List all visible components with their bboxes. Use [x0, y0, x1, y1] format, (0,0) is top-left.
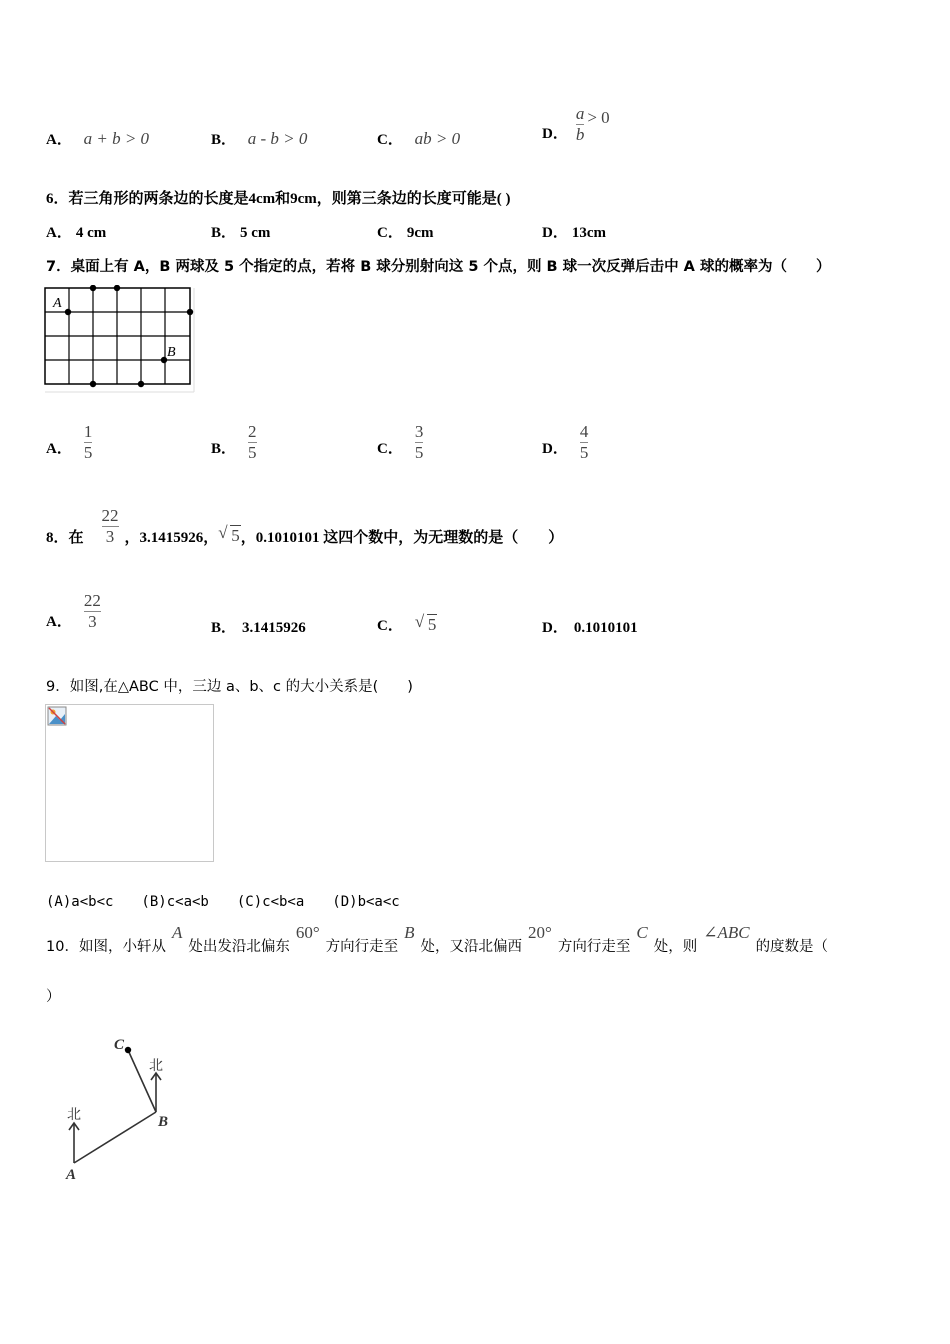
- q8-option-b: B． 3.1415926: [211, 620, 306, 636]
- label-b: B: [158, 1114, 169, 1130]
- target-point: [138, 381, 144, 387]
- q6-option-c: C． 9cm: [377, 225, 434, 241]
- target-point: [90, 381, 96, 387]
- ball-a: [65, 309, 71, 315]
- q5-option-c: C． ab > 0: [377, 129, 461, 148]
- q7-option-d: D． $\frac{4}{5}$: [542, 422, 589, 462]
- q10-stem-close: ）: [46, 989, 61, 1005]
- label-north-b: 北: [149, 1058, 163, 1074]
- point-c: [125, 1047, 131, 1053]
- q9-missing-image: [45, 704, 214, 862]
- label-b: B: [167, 345, 176, 360]
- label-c: C: [114, 1037, 125, 1053]
- target-point: [187, 309, 193, 315]
- q6-option-a: A． 4 cm: [46, 225, 107, 241]
- q9-stem: 9．如图,在△ABC 中，三边 a、b、c 的大小关系是( ): [46, 679, 413, 695]
- q6-option-b: B． 5 cm: [211, 225, 271, 241]
- q7-grid-figure: [44, 285, 196, 395]
- q9-options: (A)a<b<c (B)c<a<b (C)c<b<a (D)b<a<c: [46, 894, 400, 910]
- label-a: A: [66, 1167, 77, 1183]
- q5-option-d: D． $\frac{a}{b}$ > 0: [542, 104, 610, 144]
- q7-option-b: B． $\frac{2}{5}$: [211, 422, 257, 462]
- label-north-a: 北: [67, 1107, 81, 1123]
- label-a: A: [53, 296, 62, 311]
- q7-option-c: C． $\frac{3}{5}$: [377, 422, 424, 462]
- grid-lines: [45, 288, 190, 384]
- q5-option-b: B． a - b > 0: [211, 129, 308, 148]
- q10-direction-figure: [60, 1030, 190, 1190]
- target-point: [90, 285, 96, 291]
- q8-stem: 8．在 $\frac{22}{3}$ ，3.1415926， √ 5 ，0.1010101 这四个数中，为无理数的是（ ）: [46, 506, 564, 546]
- q7-stem: 7．桌面上有 A，B 两球及 5 个指定的点，若将 B 球分别射向这 5 个点，则 B 球一次反弹后击中 A 球的概率为（ ）: [46, 259, 831, 275]
- target-point: [114, 285, 120, 291]
- q7-option-a: A． $\frac{1}{5}$: [46, 422, 93, 462]
- q8-option-a: A． $\frac{22}{3}$: [46, 591, 101, 631]
- q8-option-d: D． 0.1010101: [542, 620, 638, 636]
- broken-image-icon: [47, 706, 67, 726]
- q10-stem: 10．如图，小轩从A处出发沿北偏东60°方向行走至B处，又沿北偏西20°方向行走至C处，则∠ABC的度数是（: [46, 923, 829, 955]
- q5-option-a: A． a + b > 0: [46, 129, 150, 148]
- path-ab: [74, 1112, 156, 1163]
- q8-option-c: C． √ 5: [377, 612, 437, 634]
- q6-stem: 6．若三角形的两条边的长度是4cm和9cm，则第三条边的长度可能是( ): [46, 191, 511, 207]
- q6-option-d: D． 13cm: [542, 225, 606, 241]
